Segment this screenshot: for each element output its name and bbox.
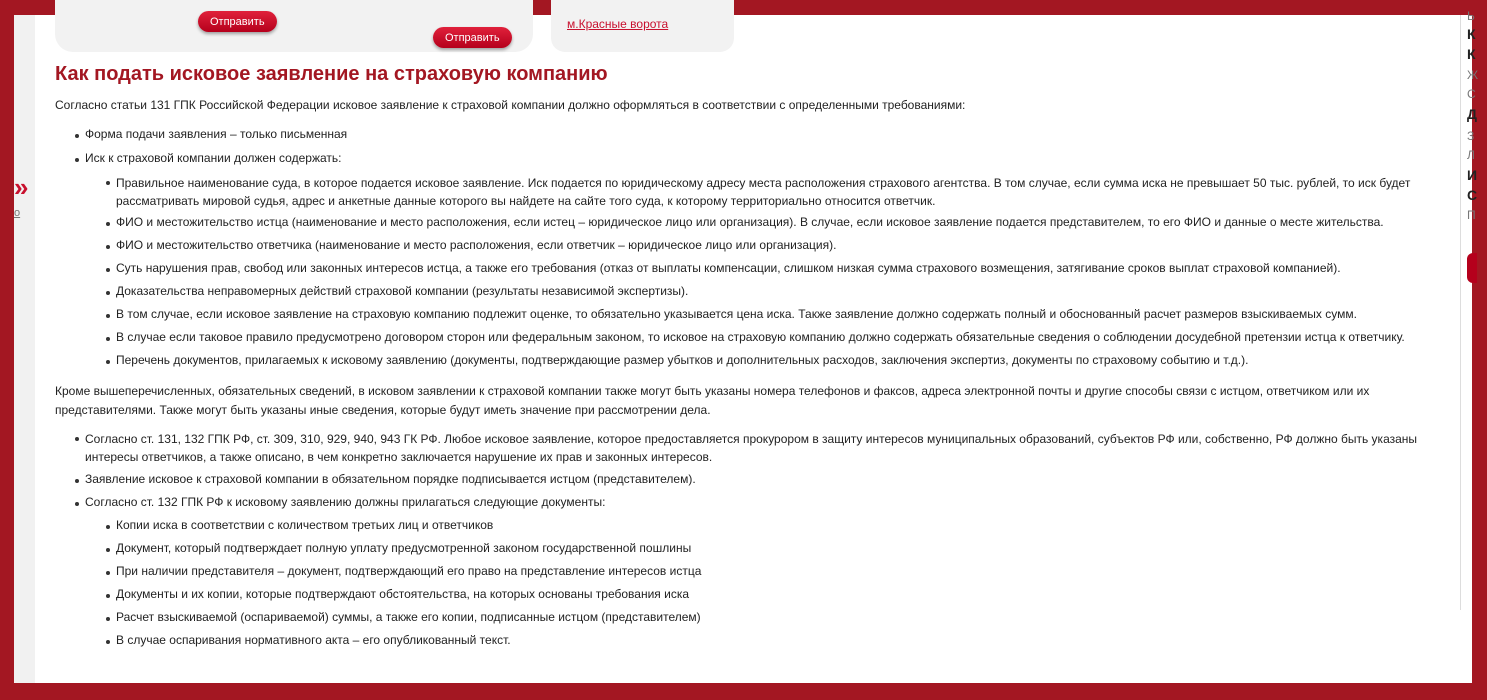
double-chevron-icon[interactable]: » <box>14 172 26 202</box>
sidebar-fragment: Ж <box>1467 68 1479 82</box>
address-box <box>551 0 734 52</box>
sidebar-fragment[interactable]: И <box>1467 167 1478 183</box>
page <box>14 9 1479 683</box>
sub-list-item: Доказательства неправомерных действий страховой компании (результаты независимой экспертизы). <box>116 284 689 298</box>
intro-paragraph: Согласно статьи 131 ГПК Российской Федерации исковое заявление к страховой компании должно оформляться в соответствии с определенными требованиями: <box>55 98 966 112</box>
sub-list-item: ФИО и местожительство ответчика (наименование и место расположения, если ответчик – юридическое лицо или организация). <box>116 238 837 252</box>
sidebar-fragment[interactable]: Д <box>1467 106 1477 122</box>
sub-list-item: В случае если таковое правило предусмотрено договором сторон или федеральным законом, то исковое на страховую компанию должно содержать обязательные сведения о соблюдении досудебной претензии истца к ответчику. <box>116 330 1405 344</box>
sidebar-fragment[interactable]: К <box>1467 46 1476 62</box>
sidebar-fragment: Л <box>1467 148 1475 162</box>
line: рассматривать мировой судья, адрес и анкетные данные которого вы найдете на сайте того суда, к которому территориально относится ответчик. <box>116 194 936 208</box>
list-item <box>85 430 1417 466</box>
sub-list-item: Документ, который подтверждает полную уплату предусмотренной законом государственной пошлины <box>116 541 692 555</box>
list-item: Заявление исковое к страховой компании в обязательном порядке подписывается истцом (представителем). <box>85 472 696 486</box>
sidebar-fragment: Ь <box>1467 9 1475 23</box>
left-collapsed-panel <box>14 15 35 683</box>
sub-list-item: В случае оспаривания нормативного акта – его опубликованный текст. <box>116 633 511 647</box>
sub-list-item <box>116 174 1410 210</box>
article-title: Как подать исковое заявление на страховую компанию <box>55 63 608 85</box>
right-sidebar-cutoff <box>1460 9 1479 610</box>
line: представителями. Также могут быть указаны иные сведения, которые будут иметь значение при рассмотрении дела. <box>55 403 711 417</box>
sidebar-fragment: П <box>1467 208 1476 222</box>
sub-list-item: ФИО и местожительство истца (наименование и место расположения, если истец – юридическое лицо или организация). В случае, если исковое заявление подается представителем, то его ФИО и данные о месте жительства. <box>116 215 1384 229</box>
sub-list-item: Перечень документов, прилагаемых к исковому заявлению (документы, подтверждающие размер убытков и дополнительных расходов, заключения экспертиз, документы по страховому событию и т.д.). <box>116 353 1249 367</box>
paragraph-additional-info <box>55 382 1369 420</box>
sidebar-fragment[interactable]: С <box>1467 187 1478 203</box>
list-item: Иск к страховой компании должен содержать: <box>85 151 342 165</box>
metro-link[interactable]: м.Красные ворота <box>567 17 669 31</box>
sub-list-item: При наличии представителя – документ, подтверждающий его право на представление интересов истца <box>116 564 702 578</box>
sub-list-item: В том случае, если исковое заявление на страховую компанию подлежит оценке, то обязательно указывается цена иска. Также заявление должно содержать полный и обоснованный расчет размеров взыскиваемых сумм. <box>116 307 1357 321</box>
line: Согласно ст. 131, 132 ГПК РФ, ст. 309, 310, 929, 940, 943 ГК РФ. Любое исковое заявление, которое предоставляется прокурором в защиту интересов муниципальных образований, субъектов РФ или, собственно, РФ должно быть указаны <box>85 432 1418 446</box>
send-button-2[interactable]: Отправить <box>433 27 512 48</box>
sidebar-button[interactable] <box>1467 253 1477 283</box>
sub-list-item: Документы и их копии, которые подтверждают обстоятельства, на которых основаны требования иска <box>116 587 690 601</box>
list-item: Форма подачи заявления – только письменная <box>85 127 348 141</box>
send-button[interactable]: Отправить <box>198 11 277 32</box>
sidebar-fragment[interactable]: К <box>1467 26 1476 42</box>
sub-list-item: Суть нарушения прав, свобод или законных интересов истца, а также его требования (отказ от выплаты компенсации, слишком низкая сумма страхового возмещения, затягивание сроков выплат страховой компанией). <box>116 261 1341 275</box>
callback-form-box <box>55 0 533 52</box>
line: интересы ответчиков, а также описано, в чем конкретно заключается нарушение их прав и законных интересов. <box>85 450 713 464</box>
sub-list-item: Копии иска в соответствии с количеством третьих лиц и ответчиков <box>116 518 494 532</box>
sidebar-fragment: З <box>1467 129 1475 143</box>
line: Кроме вышеперечисленных, обязательных сведений, в исковом заявлении к страховой компании также могут быть указаны номера телефонов и факсов, адреса электронной почты и другие способы связи с истцом, ответчиком или их <box>55 384 1370 398</box>
sidebar-fragment: С <box>1467 87 1476 101</box>
left-link-fragment[interactable]: о <box>14 207 21 219</box>
line: Правильное наименование суда, в которое подается исковое заявление. Иск подается по юридическому адресу места расположения страхового агентства. В том случае, если сумма иска не превышает 50 тыс. рублей, то иск будет <box>116 176 1411 190</box>
sub-list-item: Расчет взыскиваемой (оспариваемой) суммы, а также его копии, подписанные истцом (представителем) <box>116 610 701 624</box>
list-item: Согласно ст. 132 ГПК РФ к исковому заявлению должны прилагаться следующие документы: <box>85 495 606 509</box>
